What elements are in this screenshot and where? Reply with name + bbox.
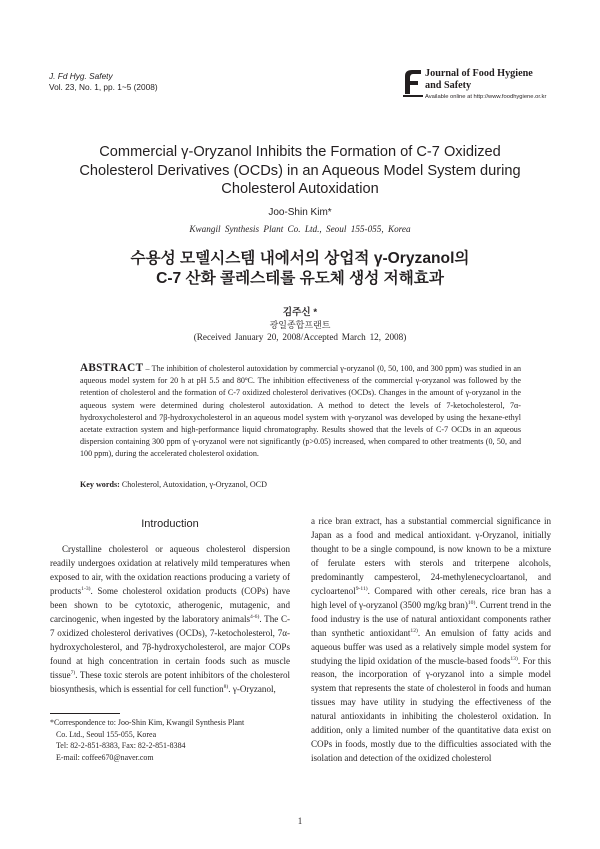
korean-author: 김주신 *	[282, 307, 318, 318]
introduction-left-column	[50, 543, 290, 696]
footnote-line: *Correspondence to: Joo-Shin Kim, Kwangil Synthesis Plant	[50, 718, 245, 727]
introduction-heading: Introduction	[141, 518, 199, 530]
keywords	[80, 480, 521, 489]
received-dates: (Received January 20, 2008/Accepted March 12, 2008)	[193, 332, 407, 342]
author-name: Joo-Shin Kim*	[268, 207, 332, 218]
paragraph: a rice bran extract, has a substantial commercial significance in Japan as a food and medical antioxidant. γ-Oryzanol, initially thought to be a single compound, is now known to be a mixture of ferulate esters with sterols and triterpene alcohols, predominantly campesterol, 24-methylenecycloartanol, and cycloartenol$^{9-11)}$. Compared with other cereals, rice bran has a high level of γ-oryzanol (3500 mg/kg bran)$^{10)}$. Current trend in the food industry is the use of natural antioxidant components rather than synthetic antioxidant$^{12)}$. An emulsion of fatty acids and aqueous buffer was used as a relatively simple model system for studying the lipid oxidation of the muscle-based foods$^{13)}$. For this reason, the incorporation of γ-oryzanol into a simple model system that represents the state of cholesterol in foods and human tissues may have utility in studying the effectiveness of the natural antioxidants in inhibiting the cholesterol oxidation. In addition, only a limited number of the quantitative data exist on COPs in foods, mostly due to the difficulties associated with the isolation and detection of the oxidized cholesterol	[311, 516, 552, 764]
keywords-label: Key words:	[80, 480, 120, 489]
korean-title	[60, 249, 540, 289]
abstract	[80, 362, 521, 461]
keywords-list: Cholesterol, Autoxidation, γ-Oryzanol, OCD	[119, 480, 268, 489]
citation-journal: J. Fd Hyg. Safety	[49, 71, 113, 81]
journal-logo-icon	[403, 68, 425, 98]
page-number: 1	[297, 816, 303, 826]
korean-title-line2: C-7 산화 콜레스테롤 유도체 생성 저해효과	[156, 270, 444, 287]
abstract-text: – The inhibition of cholesterol autoxidation by commercial γ-oryzanol (0, 50, 100, and 300 ppm) was studied in an aqueous model system for 20 h at pH 5.5 and 80ºC. The inhibition effectiveness of the commercial γ-oryzanol was followed by the retention of cholesterol and the formation of C-7 oxidized cholesterol derivatives (OCDs). Changes in the amount of γ-oryzanol in the aqueous system were determined during cholesterol autoxidation. A method to detect the levels of 7-ketocholesterol, 7α-hydroxycholesterol and 7β-hydroxycholesterol in an aqueous model system with γ-oryzanol was developed by using the hexane-ethyl acetate extraction system and high-performance liquid chromatography. Results showed that the levels of C-7 OCDs in an aqueous dispersion containing 300 ppm of γ-oryzanol were not significantly (p>0.05) increased, when compared to other treatments (0, 50, and 100 ppm), during the accelerated cholesterol oxidation.	[80, 364, 521, 459]
title-line2: Cholesterol Derivatives (OCDs) in an Aqueous Model System during	[79, 162, 521, 179]
footnote-line: E-mail: coffee670@naver.com	[56, 753, 154, 763]
introduction-right-column	[311, 515, 551, 766]
journal-citation	[49, 71, 158, 93]
author-affiliation: Kwangil Synthesis Plant Co. Ltd., Seoul 155-055, Korea	[189, 224, 411, 234]
paragraph: Crystalline cholesterol or aqueous cholesterol dispersion readily undergoes oxidation at relatively mild temperatures when exposed to air, with the oxidation reactions producing a variety of products$^{1-3)}$. Some cholesterol oxidation products (COPs) have been shown to be cytotoxic, atherogenic, mutagenic, and carcinogenic, when ingested by the laboratory animals$^{4-6)}$. The C-7 oxidized cholesterol derivatives (OCDs), 7-ketocholesterol, 7α-hydroxycholesterol, and 7β-hydroxycholesterol, are major COPs found at high concentration in certain foods such as muscle tissue$^{7)}$. These toxic sterols are potent inhibitors of the cholesterol biosynthesis, which is essential for cell function$^{8)}$. γ-Oryzanol,	[50, 544, 291, 694]
title-line1: Commercial γ-Oryzanol Inhibits the Formation of C-7 Oxidized	[99, 144, 501, 160]
logo-title-line2: and Safety	[425, 80, 472, 91]
abstract-heading: ABSTRACT	[80, 362, 144, 374]
article-title	[55, 143, 545, 199]
korean-affiliation: 광일종합프랜트	[269, 320, 331, 330]
korean-title-line1: 수용성 모델시스템 내에서의 상업적 γ-Oryzanol의	[130, 250, 470, 267]
citation-volume: Vol. 23, No. 1, pp. 1~5 (2008)	[49, 82, 158, 92]
footnote-line: Tel: 82-2-851-8383, Fax: 82-2-851-8384	[56, 741, 186, 751]
journal-logo	[403, 68, 553, 106]
logo-title-line1: Journal of Food Hygiene	[425, 68, 533, 79]
title-line3: Cholesterol Autoxidation	[221, 181, 379, 197]
footnote-line: Co. Ltd., Seoul 155-055, Korea	[56, 729, 157, 739]
footnote-divider	[50, 713, 120, 714]
journal-url: Available online at http://www.foodhygiene.or.kr	[425, 94, 547, 100]
correspondence-footnote	[50, 717, 295, 764]
